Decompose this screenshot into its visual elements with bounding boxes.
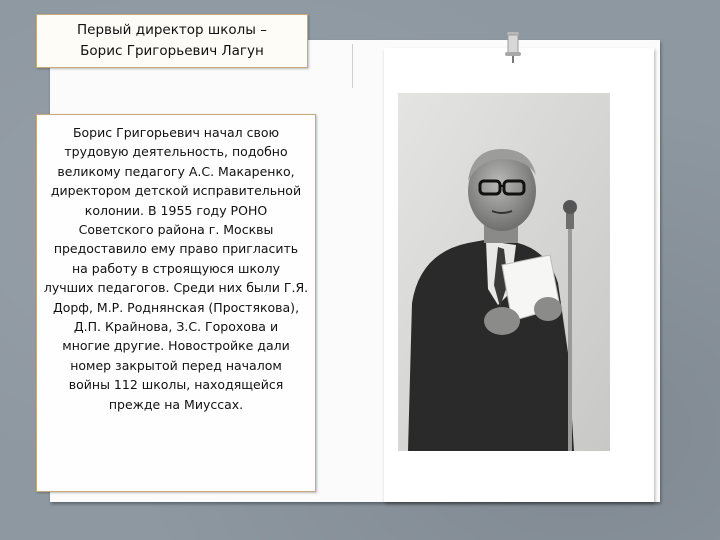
body-line: Д.П. Крайнова, З.С. Горохова и (73, 319, 279, 335)
title-line-1: Первый директор школы – (77, 22, 267, 38)
body-line: Советского района г. Москвы (78, 222, 274, 238)
body-line: предоставило ему право пригласить (53, 241, 299, 257)
body-line: трудовую деятельность, подобно (64, 144, 288, 160)
text-card (36, 114, 316, 492)
title-line-2: Борис Григорьевич Лагун (80, 43, 264, 59)
body-line: великому педагогу А.С. Макаренко, (57, 163, 295, 179)
body-line: на работу в строящуюся школу (71, 260, 281, 276)
divider-line (352, 44, 353, 88)
body-line: Борис Григорьевич начал свою (72, 125, 280, 140)
body-line: директором детской исправительной (50, 183, 302, 199)
body-line: лучших педагогов. Среди них были Г.Я. (43, 280, 309, 296)
body-line: номер закрытой перед началом (70, 357, 282, 373)
body-line: колонии. В 1955 году РОНО (84, 202, 268, 218)
title-card (36, 14, 308, 68)
body-line: многие другие. Новостройке дали (62, 338, 290, 354)
body-line: прежде на Миуссах. (108, 396, 244, 412)
portrait-photo-icon (398, 93, 610, 451)
pushpin-icon (500, 30, 526, 64)
portrait-photo (398, 93, 610, 451)
body-line: Дорф, М.Р. Роднянская (Простякова), (52, 299, 300, 315)
body-line: войны 112 школы, находящейся (68, 377, 284, 393)
